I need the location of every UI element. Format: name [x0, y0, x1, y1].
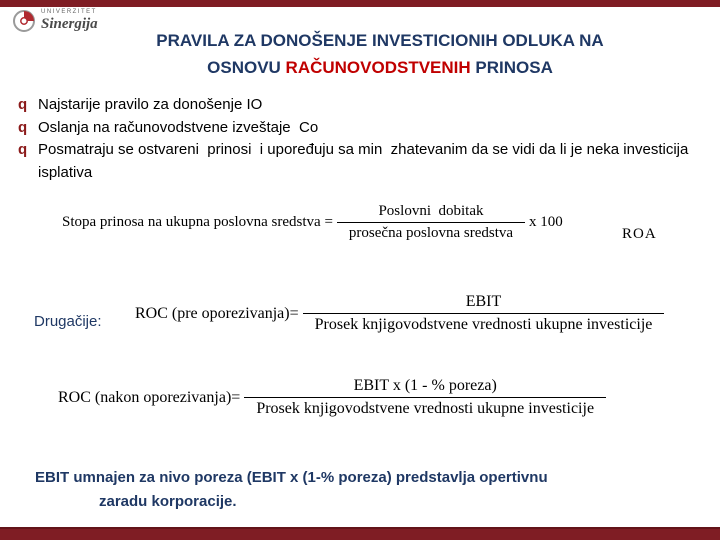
bullet-marker-icon: q [18, 118, 28, 136]
top-border-bar [0, 0, 720, 7]
footer-line1 [35, 466, 706, 490]
formula-roa-fraction [337, 203, 525, 242]
bullet-text: Najstarije pravilo za donošenje IO [38, 96, 263, 113]
bullet-text: Posmatraju se ostvareni prinosi i upoređuju sa min zhatevanim da se vidi da li je neka investicija isplativa [38, 141, 693, 181]
list-item [18, 94, 710, 117]
sinergija-logo-icon [12, 8, 36, 34]
formula-roc-post-tax [58, 377, 610, 418]
title-line2 [60, 54, 700, 81]
roa-label: ROA [622, 226, 657, 242]
footer-note [35, 466, 706, 514]
footer-line1-rest: umnajen za nivo poreza (EBIT x (1-% poreza) predstavlja opertivnu [69, 469, 548, 486]
bullet-marker-icon: q [18, 141, 28, 158]
formula-roc-post-lhs: ROC (nakon oporezivanja)= [58, 388, 241, 406]
formula-roc-post-fraction [244, 377, 606, 418]
bullet-text: Oslanja na računovodstvene izveštaje Co [38, 118, 319, 136]
bullet-list [18, 94, 710, 184]
slide-title [60, 27, 700, 81]
formula-roa-multiplier: x 100 [529, 214, 563, 230]
list-item [18, 117, 710, 140]
title-line2-prefix: OSNOVU [207, 58, 286, 78]
footer-ebit-bold: EBIT [35, 469, 70, 486]
footer-line2: zaradu korporacije. [99, 493, 237, 510]
formula-roc-pre-tax [135, 293, 668, 334]
logo-name: Sinergija [41, 16, 98, 33]
formula-roc-post-denominator: Prosek knjigovodstvene vrednosti ukupne investicije [244, 397, 606, 418]
formula-roa [62, 203, 563, 242]
drugacije-label: Drugačije: [34, 313, 102, 330]
formula-roa-numerator: Poslovni dobitak [378, 203, 484, 219]
formula-roa-denominator: prosečna poslovna sredstva [337, 222, 525, 242]
formula-roc-pre-numerator: EBIT [465, 293, 502, 310]
formula-roc-pre-lhs: ROC (pre oporezivanja)= [135, 304, 299, 322]
title-line2-highlight: RAČUNOVODSTVENIH [285, 58, 471, 78]
bullet-marker-icon: q [18, 96, 28, 113]
logo-university-label: UNIVERZITET [41, 9, 97, 16]
title-line1: PRAVILA ZA DONOŠENJE INVESTICIONIH ODLUKA NA [156, 31, 604, 50]
formula-roc-pre-denominator: Prosek knjigovodstvene vrednosti ukupne investicije [303, 313, 665, 334]
formula-roc-pre-fraction [303, 293, 665, 334]
list-item [18, 139, 710, 184]
formula-roa-lhs: Stopa prinosa na ukupna poslovna sredstva = [62, 214, 333, 230]
bottom-border-bar [0, 527, 720, 540]
title-line2-suffix: PRINOSA [470, 58, 553, 78]
formula-roc-post-numerator: EBIT x (1 - % poreza) [353, 377, 497, 394]
